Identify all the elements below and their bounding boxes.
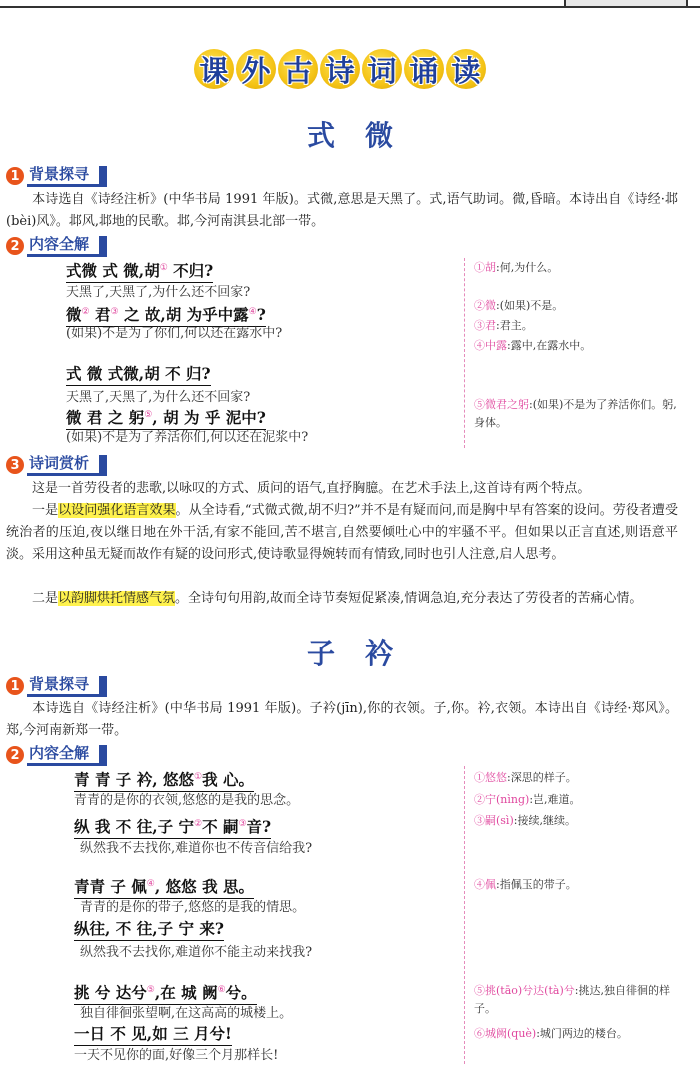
poem-line: 式 微 式微,胡 不 归?: [66, 364, 211, 386]
section-banner: [160, 42, 520, 96]
poem-translation: 纵然我不去找你,难道你也不传音信给我?: [80, 841, 313, 856]
annotation-note: ③嗣(sì):接续,继续。: [474, 814, 576, 827]
banner-char: 课: [194, 49, 234, 89]
poem-translation: 纵然我不去找你,难道你不能主动来找我?: [80, 945, 313, 960]
section-label: 诗词赏析: [27, 455, 107, 476]
section-label: 内容全解: [27, 236, 107, 257]
poem-line: 挑 兮 达兮⑤,在 城 阙⑥兮。: [74, 980, 257, 1005]
appreciation-paragraph: 二是以韵脚烘托情感气氛。全诗句句用韵,故而全诗节奏短促紧凑,情调急迫,充分表达了劳役者的苦痛心情。: [32, 591, 643, 606]
poem-line: 式微 式 微,胡① 不归?: [66, 258, 213, 283]
annotation-note: ①悠悠:深思的样子。: [474, 771, 577, 784]
appreciation-paragraph: 这是一首劳役者的悲歌,以咏叹的方式、质问的语气,直抒胸臆。在艺术手法上,这首诗有两个特点。: [32, 481, 591, 496]
poem-line: 纵往, 不 往,子 宁 来?: [74, 919, 224, 941]
poem-translation: (如果)不是为了你们,何以还在露水中?: [66, 326, 283, 341]
highlight-text: 以设问强化语言效果: [58, 503, 176, 518]
poem-line: 微② 君③ 之 故,胡 为乎中露④?: [66, 302, 266, 327]
background-paragraph: [6, 189, 678, 233]
section-header-background: [6, 676, 107, 696]
background-text: 本诗选自《诗经注析》(中华书局 1991 年版)。式微,意思是天黑了。式,语气助词。微,昏暗。本诗出自《诗经·邶(bèi)风》。邶风,邶地的民歌。邶,今河南淇县北部一带。: [6, 192, 678, 229]
annotation-note: ②宁(nìng):岂,难道。: [474, 793, 581, 806]
annotation-note: ⑥城阙(què):城门两边的楼台。: [474, 1027, 628, 1040]
annotation-note: ②微:(如果)不是。: [474, 299, 564, 312]
poem-translation: 青青的是你的衣领,悠悠的是我的思念。: [74, 793, 300, 808]
section-header-appreciation: [6, 455, 107, 475]
highlight-text: 以韵脚烘托情感气氛: [58, 591, 176, 606]
annotation-note: ⑤挑(tāo)兮达(tà)兮:挑达,独自徘徊的样子。: [474, 984, 670, 1015]
notes-divider: [464, 258, 465, 448]
section-number: 1: [6, 167, 24, 185]
background-text: 本诗选自《诗经注析》(中华书局 1991 年版)。子衿(jīn),你的衣领。子,你。衿,衣领。本诗出自《诗经·郑风》。郑,今河南新郑一带。: [6, 701, 678, 738]
poem-translation: (如果)不是为了养活你们,何以还在泥浆中?: [66, 430, 309, 445]
poem-line: 一日 不 见,如 三 月兮!: [74, 1024, 232, 1046]
poem-translation: 一天不见你的面,好像三个月那样长!: [74, 1048, 279, 1063]
page-top-tab: [564, 0, 688, 6]
banner-char: 读: [446, 49, 486, 89]
annotation-note: ①胡:何,为什么。: [474, 261, 559, 274]
section-header-background: [6, 166, 107, 186]
poem-translation: 天黑了,天黑了,为什么还不回家?: [66, 285, 251, 300]
annotation-note: ③君:君主。: [474, 319, 533, 332]
poem-line: 微 君 之 躬⑤, 胡 为 乎 泥中?: [66, 405, 266, 430]
section-header-content: [6, 745, 107, 765]
section-number: 2: [6, 746, 24, 764]
poem-title-zijin: 子衿: [306, 637, 423, 670]
section-header-content: [6, 236, 107, 256]
section-label: 背景探寻: [27, 166, 107, 187]
banner-char: 外: [236, 49, 276, 89]
section-label: 背景探寻: [27, 676, 107, 697]
section-number: 2: [6, 237, 24, 255]
section-number: 1: [6, 677, 24, 695]
notes-divider: [464, 766, 465, 1064]
poem-line: 青青 子 佩④, 悠悠 我 思。: [74, 874, 254, 899]
annotation-note: ④中露:露中,在露水中。: [474, 339, 592, 352]
poem-line: 纵 我 不 往,子 宁②不 嗣③音?: [74, 814, 271, 839]
annotation-note: ④佩:指佩玉的带子。: [474, 878, 577, 891]
appreciation-paragraph: 一是以设问强化语言效果。从全诗看,“式微式微,胡不归?”并不是有疑而问,而是胸中早有答案的设问。劳役者遭受统治者的压迫,夜以继日地在外干活,有家不能回,苦不堪言,自然要倾吐心中的牢骚不平。但如果以正言直述,则语意平淡。采用这种虽无疑而故作有疑的设问形式,使诗歌显得婉转而有情致,同时也引人注意,启人思考。: [6, 503, 678, 562]
poem-translation: 天黑了,天黑了,为什么还不回家?: [66, 390, 251, 405]
banner-char: 诵: [404, 49, 444, 89]
poem-translation: 独自徘徊张望啊,在这高高的城楼上。: [80, 1006, 293, 1021]
poem-title-shiwei: 式微: [306, 119, 423, 152]
poem-translation: 青青的是你的带子,悠悠的是我的情思。: [80, 900, 306, 915]
banner-char: 古: [278, 49, 318, 89]
banner-char: 词: [362, 49, 402, 89]
poem-line: 青 青 子 衿, 悠悠①我 心。: [74, 767, 254, 792]
background-paragraph: [6, 698, 678, 742]
section-number: 3: [6, 456, 24, 474]
annotation-note: ⑤微君之躬:(如果)不是为了养活你们。躬,身体。: [474, 398, 677, 429]
banner-char: 诗: [320, 49, 360, 89]
section-label: 内容全解: [27, 745, 107, 766]
